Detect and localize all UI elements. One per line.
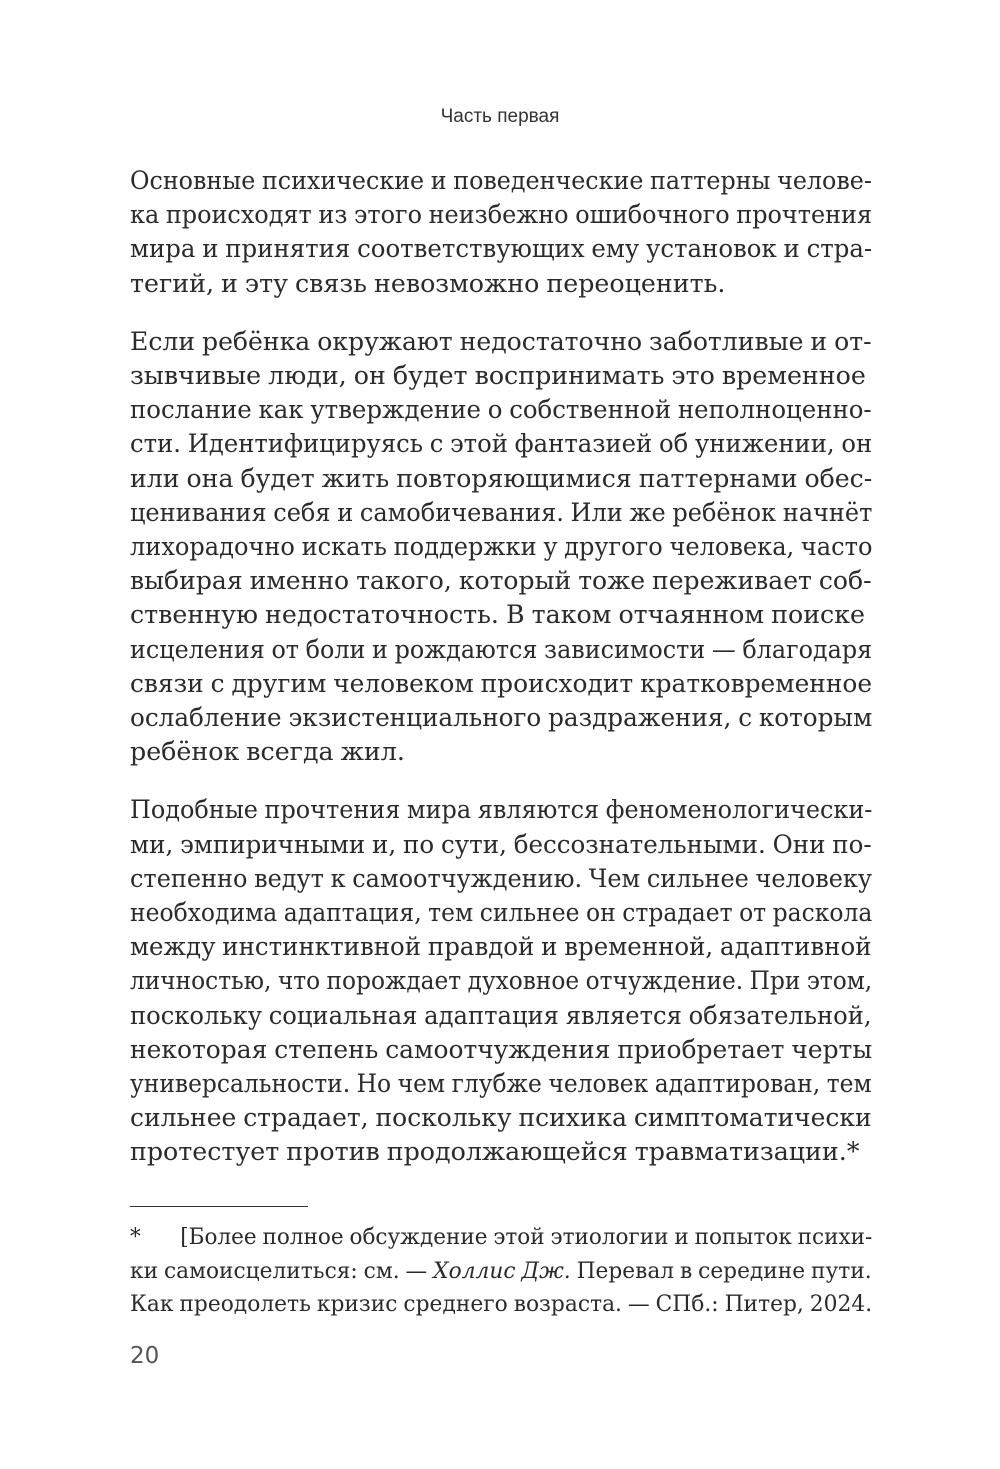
text-line: поскольку социальная адаптация является обязательной, <box>130 1000 872 1030</box>
footnote-author: Холлис Дж. <box>433 1257 571 1284</box>
text-line: тегий, и эту связь невозможно переоценить. <box>130 268 726 298</box>
text-line: послание как утверждение о собственной неполноценно- <box>130 395 872 425</box>
text-line: сти. Идентифицируясь с этой фантазией об унижении, он <box>130 429 873 459</box>
text-line: Подобные прочтения мира являются феноменологически- <box>130 795 873 825</box>
text-line: степенно ведут к самоотчуждению. Чем сильнее человеку <box>130 863 873 893</box>
text-line: лихорадочно искать поддержки у другого человека, часто <box>130 532 873 562</box>
text-line: ка происходят из этого неизбежно ошибочного прочтения <box>130 200 873 230</box>
text-line: зывчивые люди, он будет воспринимать это временное <box>130 361 866 391</box>
text-line: ослабление экзистенциального раздражения, с которым <box>130 703 873 733</box>
paragraph-2 <box>130 325 872 770</box>
text-line: Если ребёнка окружают недостаточно заботливые и от- <box>130 326 872 356</box>
body-text <box>130 164 872 1194</box>
text-line: ственную недостаточность. В таком отчаянном поиске <box>130 600 866 630</box>
paragraph-1 <box>130 164 872 301</box>
text-line: личностью, что порождает духовное отчуждение. При этом, <box>130 966 873 996</box>
text-line: или она будет жить повторяющимися паттернами обес- <box>130 463 873 493</box>
footnote-text: [Более полное обсуждение этой этиологии и попыток психи- <box>180 1224 873 1250</box>
footnote-marker: * <box>130 1224 141 1250</box>
text-line: некоторая степень самоотчуждения приобретает черты <box>130 1034 873 1064</box>
text-line: связи с другим человеком происходит кратковременное <box>130 668 873 698</box>
footnote <box>130 1221 872 1322</box>
footnote-text: Перевал в середине пути. <box>570 1257 872 1284</box>
text-line: Основные психические и поведенческие паттерны челове- <box>130 166 872 195</box>
text-line: ребёнок всегда жил. <box>130 737 405 767</box>
text-line: мира и принятия соответствующих ему установок и стра- <box>130 234 873 264</box>
text-line: сильнее страдает, поскольку психика симптоматически <box>130 1103 872 1133</box>
footnote-text: ки самоисцелиться: см. — <box>130 1257 434 1284</box>
text-line: необходима адаптация, тем сильнее он страдает от раскола <box>130 898 873 928</box>
text-line: между инстинктивной правдой и временной, адаптивной <box>130 932 872 962</box>
text-line: универсальности. Но чем глубже человек адаптирован, тем <box>130 1069 872 1099</box>
footnote-line: Как преодолеть кризис среднего возраста. — СПб.: Питер, 2024. <box>130 1291 873 1317</box>
footnote-line <box>130 1221 873 1255</box>
text-line: ми, эмпиричными и, по сути, бессознательными. Они по- <box>130 829 872 859</box>
paragraph-3 <box>130 793 872 1169</box>
page-number: 20 <box>130 1343 160 1369</box>
text-line: протестует против продолжающейся травматизации.* <box>130 1137 860 1167</box>
text-line: исцеления от боли и рождаются зависимости — благодаря <box>130 634 873 664</box>
running-head: Часть первая <box>440 106 560 127</box>
footnote-line <box>130 1255 872 1289</box>
text-line: ценивания себя и самобичевания. Или же ребёнок начнёт <box>130 497 873 527</box>
footnote-divider <box>130 1206 308 1207</box>
text-line: выбирая именно такого, который тоже переживает соб- <box>130 566 872 596</box>
